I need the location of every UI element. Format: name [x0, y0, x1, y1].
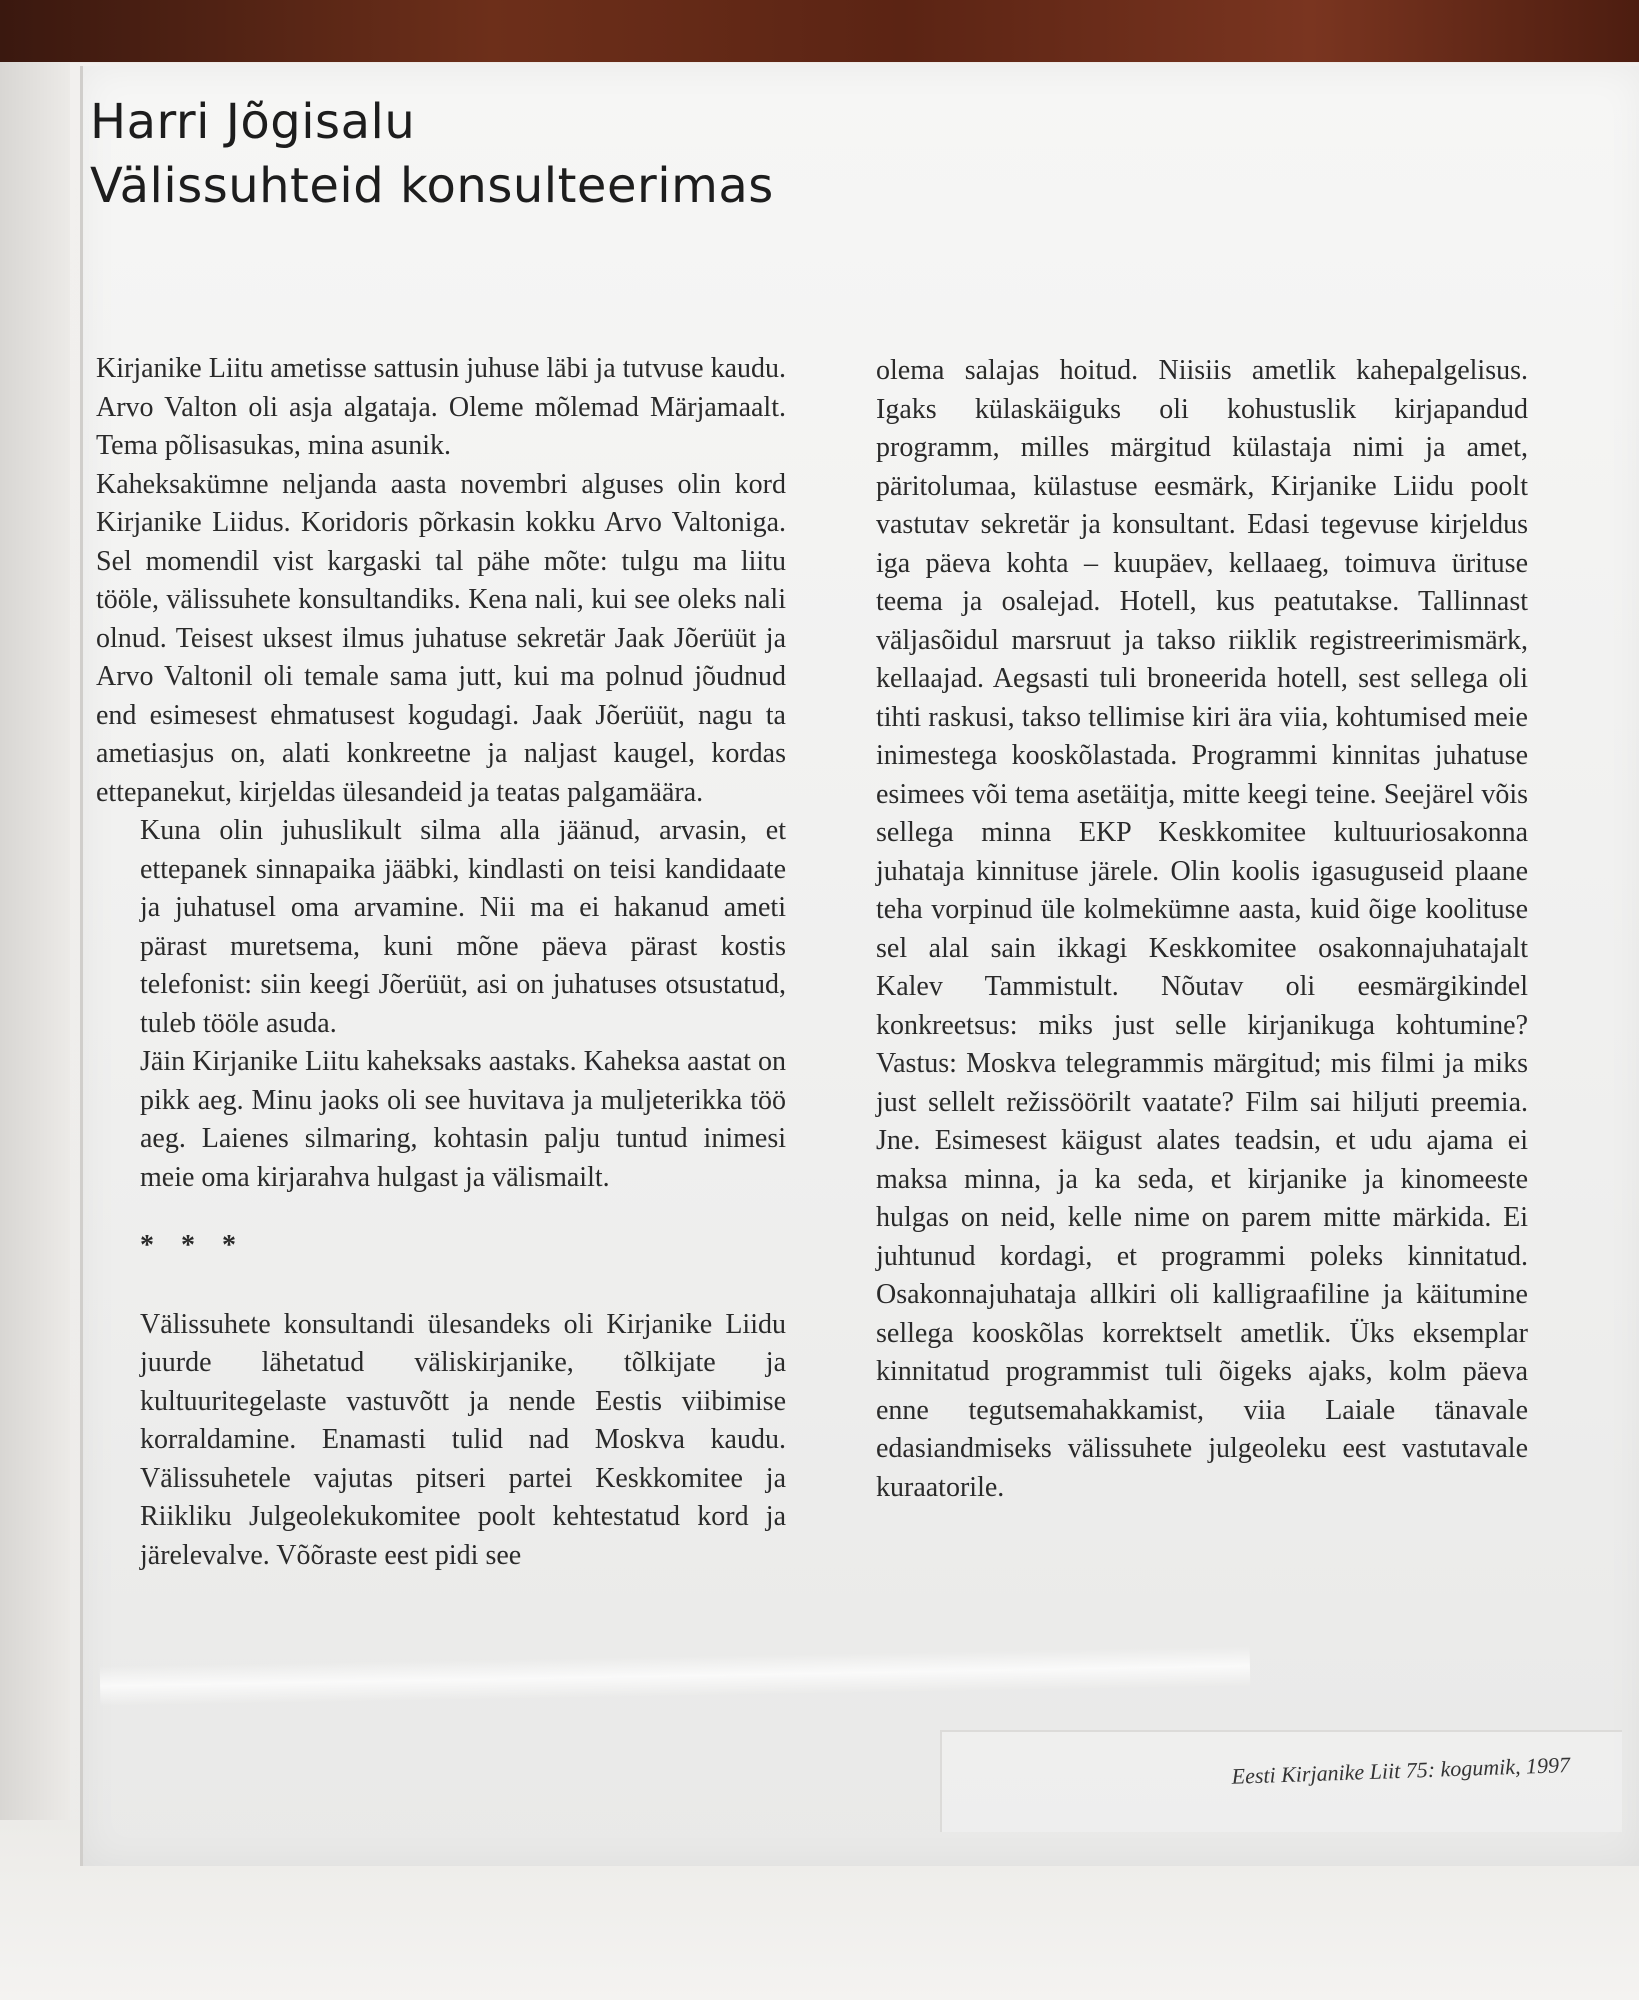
- source-citation: Eesti Kirjanike Liit 75: kogumik, 1997: [1231, 1752, 1571, 1789]
- panel-title: [90, 90, 774, 218]
- left-text-column: [96, 350, 786, 1575]
- paragraph: Välissuhete konsultandi ülesandeks oli Kirjanike Liidu juurde lähetatud väliskirjanike, tõlkijate ja kultuuritegelaste vastuvõtt ja nende Eestis viibimise korraldamine. Enamasti tulid nad Moskva kaudu. Välissuhetele vajutas pitseri partei Keskkomitee ja Riikliku Julgeolekukomitee poolt kehtestatud kord ja järelevalve. Võõraste eest pidi see: [140, 1308, 786, 1571]
- title-heading: Välissuhteid konsulteerimas: [90, 158, 774, 214]
- section-separator: * * *: [140, 1230, 246, 1261]
- background-wall: [0, 0, 1639, 62]
- right-text-column: [876, 352, 1528, 1507]
- paragraph: Kirjanike Liitu ametisse sattusin juhuse läbi ja tutvuse kaudu. Arvo Valton oli asja algataja. Oleme mõlemad Märjamaalt. Tema põlisasukas, mina asunik.: [96, 353, 786, 461]
- paragraph: olema salajas hoitud. Niisiis ametlik kahepalgelisus. Igaks külaskäiguks oli kohustuslik kirjapandud programm, milles märgitud külastaja nimi ja amet, päritolumaa, külastuse eesmärk, Kirjanike Liidu poolt vastutav sekretär ja konsultant. Edasi tegevuse kirjeldus iga päeva kohta – kuupäev, kellaaeg, toimuva ürituse teema ja osalejad. Hotell, kus peatutakse. Tallinnast väljasõidul marsruut ja takso riiklik registreerimismärk, kellaajad. Aegsasti tuli broneerida hotell, sest sellega oli tihti raskusi, takso tellimise kiri ära viia, kohtumised meie inimestega kooskõlastada. Programmi kinnitas juhatuse esimees või tema asetäitja, mitte keegi teine. Seejärel võis sellega minna EKP Keskkomitee kultuuriosakonna juhataja kinnituse järele. Olin koolis igasuguseid plaane teha vorpinud üle kolmekümne aasta, kuid õige koolituse sel alal sain ikkagi Keskkomitee osakonnajuhatajalt Kalev Tammistult. Nõutav oli eesmärgikindel konkreetsus: miks just selle kirjanikuga kohtumine? Vastus: Moskva telegrammis märgitud; mis filmi ja miks just sellelt režissöörilt vaatate? Film sai hiljuti preemia. Jne. Esimesest käigust alates teadsin, et udu ajama ei maksa minna, ja ka seda, et kirjanike ja kinomeeste hulgas on neid, kelle nime on parem mitte märkida. Ei juhtunud kordagi, et programmi poleks kinnitatud. Osakonnajuhataja allkiri oli kalligraafiline ja käitumine sellega kooskõlas korrektselt ametlik. Üks eksemplar kinnitatud programmist tuli õigeks ajaks, kolm päeva enne tegutsemahakkamist, viia Laiale tänavale edasiandmiseks välissuhete julgeoleku eest vastutavale kuraatorile.: [876, 355, 1528, 1503]
- paragraph: Kaheksakümne neljanda aasta novembri alguses olin kord Kirjanike Liidus. Koridoris põrkasin kokku Arvo Valtoniga. Sel momendil vist kargaski tal pähe mõte: tulgu ma liitu tööle, välissuhete konsultandiks. Kena nali, kui see oleks nali olnud. Teisest uksest ilmus juhatuse sekretär Jaak Jõerüüt ja Arvo Valtonil oli temale sama jutt, kui ma polnud jõudnud end esimesest ehmatusest kogudagi. Jaak Jõerüüt, nagu ta ametiasjus on, alati konkreetne ja naljast kaugel, kordas ettepanekut, kirjeldas ülesandeid ja teatas palgamäära.: [96, 468, 786, 808]
- paragraph: Jäin Kirjanike Liitu kaheksaks aastaks. Kaheksa aastat on pikk aeg. Minu jaoks oli see huvitava ja muljeterikka töö aeg. Laienes silmaring, kohtasin palju tuntud inimesi meie oma kirjarahva hulgast ja välismailt.: [140, 1046, 786, 1193]
- paragraph: Kuna olin juhuslikult silma alla jäänud, arvasin, et ettepanek sinnapaika jääbki, kindlasti on teisi kandidaate ja juhatusel oma arvamine. Nii ma ei hakanud ameti pärast muretsema, kuni mõne päeva pärast kostis telefonist: siin keegi Jõerüüt, asi on juhatuses otsustatud, tuleb tööle asuda.: [140, 815, 786, 1039]
- title-author: Harri Jõgisalu: [90, 94, 416, 150]
- background-left-edge: [0, 62, 70, 2000]
